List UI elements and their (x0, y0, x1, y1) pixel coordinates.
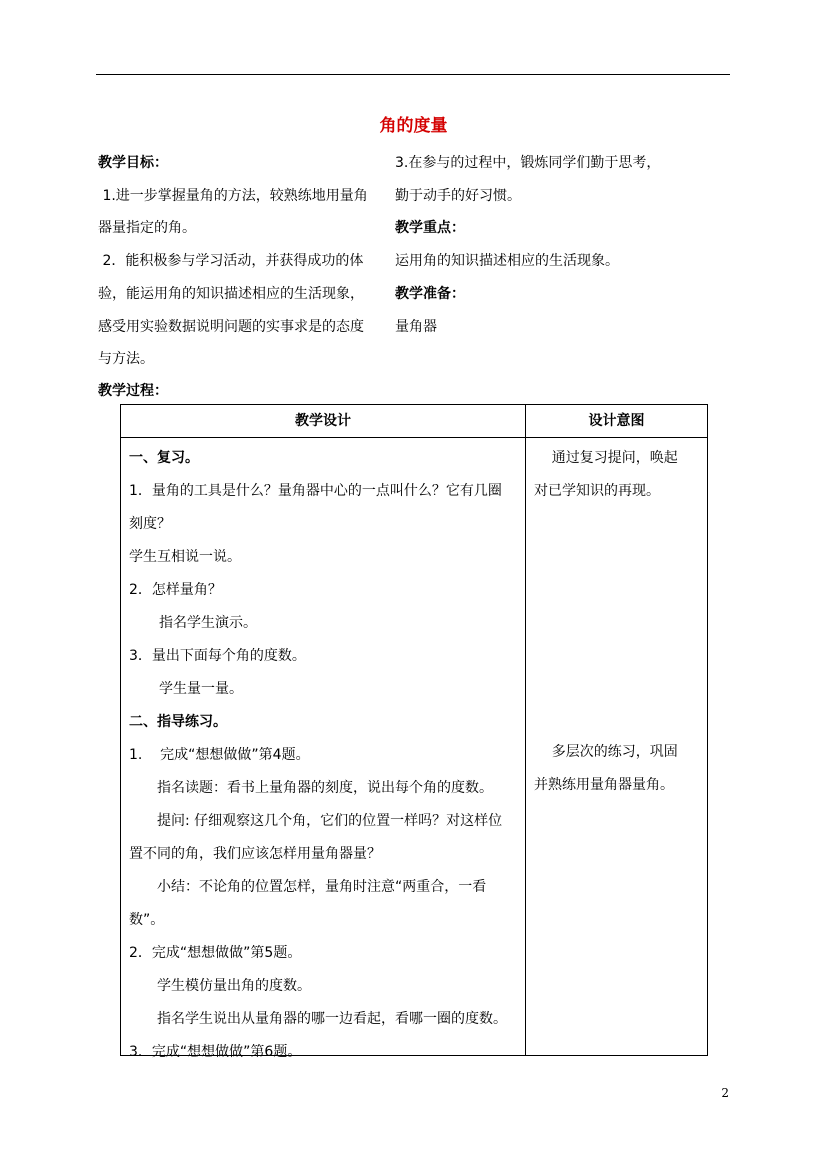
design-line: 提问: 仔细观察这几个角，它们的位置一样吗？对这样位 (157, 813, 503, 829)
design-line: 刻度？ (129, 516, 171, 532)
design-line: 3．完成“想想做做”第6题。 (129, 1044, 302, 1060)
design-line: 指名学生说出从量角器的哪一边看起，看哪一圈的度数。 (157, 1011, 507, 1027)
objective-line: 1.进一步掌握量角的方法，较熟练地用量角 (98, 188, 368, 204)
objective-line: 2．能积极参与学习活动，并获得成功的体 (98, 253, 364, 269)
lesson-table (120, 404, 708, 1060)
design-line: 小结：不论角的位置怎样，量角时注意“两重合，一看 (157, 879, 487, 895)
intent-cell (526, 438, 708, 1056)
design-line: 2．怎样量角？ (129, 582, 222, 598)
objective-line: 教学准备： (395, 286, 465, 302)
table-header-row (121, 405, 708, 438)
design-line: 一、复习。 (129, 450, 199, 466)
design-line: 置不同的角，我们应该怎样用量角器量？ (129, 846, 381, 862)
design-line: 学生量一量。 (159, 681, 243, 697)
objective-line: 教学目标： (98, 155, 168, 171)
objective-line: 感受用实验数据说明问题的实事求是的态度 (98, 319, 364, 335)
header-intent: 设计意图 (526, 405, 708, 438)
objective-line: 量角器 (395, 319, 437, 335)
header-design: 教学设计 (121, 405, 526, 438)
intent-line: 多层次的练习，巩固 (534, 744, 678, 760)
design-cell (121, 438, 526, 1060)
objective-line: 与方法。 (98, 351, 154, 367)
intent-line: 通过复习提问，唤起 (534, 450, 678, 466)
design-line: 1. 完成“想想做做”第4题。 (129, 747, 310, 763)
table-body-row (121, 438, 708, 1056)
header-rule (96, 74, 730, 75)
design-line: 指名读题：看书上量角器的刻度，说出每个角的度数。 (157, 780, 493, 796)
objective-line: 器量指定的角。 (98, 220, 196, 236)
intent-line: 并熟练用量角器量角。 (534, 777, 674, 793)
design-line: 二、指导练习。 (129, 714, 227, 730)
page-title: 角的度量 (379, 116, 448, 136)
page-number: 2 (721, 1086, 729, 1100)
design-line: 1．量角的工具是什么？量角器中心的一点叫什么？它有几圈 (129, 483, 502, 499)
objective-line: 3.在参与的过程中，锻炼同学们勤于思考， (395, 155, 661, 171)
design-line: 3．量出下面每个角的度数。 (129, 648, 306, 664)
design-line: 数”。 (129, 912, 165, 928)
design-line: 2．完成“想想做做”第5题。 (129, 945, 302, 961)
design-line: 学生互相说一说。 (129, 549, 241, 565)
intent-line: 对已学知识的再现。 (534, 483, 660, 499)
objective-line: 验，能运用角的知识描述相应的生活现象， (98, 286, 364, 302)
objective-line: 运用角的知识描述相应的生活现象。 (395, 253, 619, 269)
objective-line: 教学重点： (395, 220, 465, 236)
process-label: 教学过程： (98, 383, 168, 399)
design-line: 指名学生演示。 (159, 615, 257, 631)
design-line: 学生模仿量出角的度数。 (157, 978, 311, 994)
objective-line: 勤于动手的好习惯。 (395, 188, 521, 204)
